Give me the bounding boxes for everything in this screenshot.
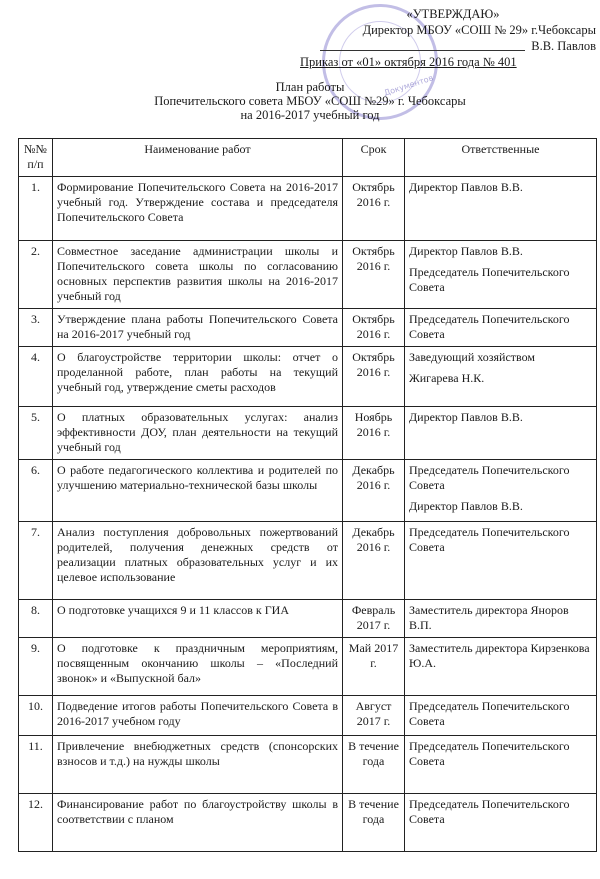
row-num: 9. — [19, 638, 53, 696]
table-row — [19, 638, 597, 696]
header-term: Срок — [343, 139, 405, 177]
responsible-entry: Директор Павлов В.В. — [409, 499, 523, 513]
table-row — [19, 522, 597, 600]
row-name: Анализ поступления добровольных пожертвований родителей, получения денежных средств от реализации платных образовательных услуг и их целевое использование — [53, 522, 343, 600]
row-responsible — [405, 736, 597, 794]
table-row — [19, 736, 597, 794]
row-term: Август 2017 г. — [343, 696, 405, 736]
row-term: Октябрь 2016 г. — [343, 347, 405, 407]
table-row — [19, 600, 597, 638]
row-name: О подготовке учащихся 9 и 11 классов к ГИА — [53, 600, 343, 638]
row-name: Совместное заседание администрации школы и Попечительского совета школы по согласованию основных перспектив развития школы на 2016-2017 учебный год — [53, 241, 343, 309]
row-responsible — [405, 177, 597, 241]
stamp-text: Документов — [382, 73, 435, 98]
row-name: О подготовке к праздничным мероприятиям, посвященным окончанию школы – «Последний звонок» и «Выпускной бал» — [53, 638, 343, 696]
document-heading — [100, 80, 520, 122]
responsible-entry: Директор Павлов В.В. — [409, 410, 523, 424]
table-row — [19, 241, 597, 309]
row-responsible — [405, 460, 597, 522]
table-row — [19, 309, 597, 347]
responsible-entry: Председатель Попечительского Совета — [409, 797, 570, 826]
row-num: 6. — [19, 460, 53, 522]
heading-line-3: на 2016-2017 учебный год — [240, 108, 380, 122]
heading-line-1: План работы — [275, 80, 345, 94]
row-term: Декабрь 2016 г. — [343, 460, 405, 522]
row-responsible — [405, 407, 597, 460]
plan-table — [18, 138, 597, 852]
row-num: 1. — [19, 177, 53, 241]
row-term: В течение года — [343, 794, 405, 852]
row-name: Подведение итогов работы Попечительского Совета в 2016-2017 учебном году — [53, 696, 343, 736]
row-name: О работе педагогического коллектива и родителей по улучшению материально-технической базы школы — [53, 460, 343, 522]
row-num: 2. — [19, 241, 53, 309]
approval-signature-line — [300, 38, 596, 54]
row-responsible — [405, 347, 597, 407]
row-term: Ноябрь 2016 г. — [343, 407, 405, 460]
row-responsible — [405, 794, 597, 852]
row-responsible — [405, 600, 597, 638]
row-term: Декабрь 2016 г. — [343, 522, 405, 600]
row-term: Май 2017 г. — [343, 638, 405, 696]
table-row — [19, 460, 597, 522]
row-responsible — [405, 522, 597, 600]
row-responsible — [405, 638, 597, 696]
responsible-entry: Директор Павлов В.В. — [409, 180, 523, 194]
row-name: О платных образовательных услугах: анализ эффективности ДОУ, план деятельности на текущий учебный год — [53, 407, 343, 460]
row-responsible — [405, 241, 597, 309]
row-num: 5. — [19, 407, 53, 460]
table-row — [19, 407, 597, 460]
approval-order: Приказ от «01» октября 2016 года № 401 — [300, 55, 517, 69]
table-row — [19, 794, 597, 852]
responsible-entry: Заместитель директора Яноров В.П. — [409, 603, 569, 632]
row-name: Привлечение внебюджетных средств (спонсорских взносов и т.д.) на нужды школы — [53, 736, 343, 794]
row-term: В течение года — [343, 736, 405, 794]
row-num: 10. — [19, 696, 53, 736]
row-term: Октябрь 2016 г. — [343, 241, 405, 309]
approval-signatory: В.В. Павлов — [531, 39, 596, 53]
responsible-entry: Заместитель директора Кирзенкова Ю.А. — [409, 641, 590, 670]
responsible-entry: Председатель Попечительского Совета — [409, 463, 570, 492]
responsible-entry: Председатель Попечительского Совета — [409, 699, 570, 728]
table-row — [19, 347, 597, 407]
row-term: Октябрь 2016 г. — [343, 177, 405, 241]
row-name: Финансирование работ по благоустройству школы в соответствии с планом — [53, 794, 343, 852]
row-term: Октябрь 2016 г. — [343, 309, 405, 347]
row-num: 11. — [19, 736, 53, 794]
responsible-entry: Председатель Попечительского Совета — [409, 265, 570, 294]
row-responsible — [405, 309, 597, 347]
row-name: Формирование Попечительского Совета на 2016-2017 учебный год. Утверждение состава и председателя Попечительского Совета — [53, 177, 343, 241]
responsible-entry: Председатель Попечительского Совета — [409, 739, 570, 768]
table-row — [19, 177, 597, 241]
responsible-entry: Директор Павлов В.В. — [409, 244, 523, 258]
responsible-entry: Заведующий хозяйством — [409, 350, 535, 364]
row-name: Утверждение плана работы Попечительского Совета на 2016-2017 учебный год — [53, 309, 343, 347]
heading-line-2: Попечительского совета МБОУ «СОШ №29» г. Чебоксары — [154, 94, 466, 108]
approval-director: Директор МБОУ «СОШ № 29» г.Чебоксары — [362, 23, 596, 37]
row-responsible — [405, 696, 597, 736]
table-body — [19, 177, 597, 852]
signature-underline — [320, 40, 525, 51]
approval-block — [300, 6, 596, 70]
table-row — [19, 696, 597, 736]
row-num: 8. — [19, 600, 53, 638]
responsible-entry: Жигарева Н.К. — [409, 371, 485, 385]
header-num: №№ п/п — [19, 139, 53, 177]
row-name: О благоустройстве территории школы: отчет о проделанной работе, план работы на текущий учебный год, утверждение сметы расходов — [53, 347, 343, 407]
row-num: 7. — [19, 522, 53, 600]
row-num: 3. — [19, 309, 53, 347]
responsible-entry: Председатель Попечительского Совета — [409, 525, 570, 554]
row-term: Февраль 2017 г. — [343, 600, 405, 638]
responsible-entry: Председатель Попечительского Совета — [409, 312, 570, 341]
approval-title: «УТВЕРЖДАЮ» — [406, 7, 500, 21]
row-num: 12. — [19, 794, 53, 852]
header-name: Наименование работ — [53, 139, 343, 177]
header-resp: Ответственные — [405, 139, 597, 177]
row-num: 4. — [19, 347, 53, 407]
table-header-row — [19, 139, 597, 177]
